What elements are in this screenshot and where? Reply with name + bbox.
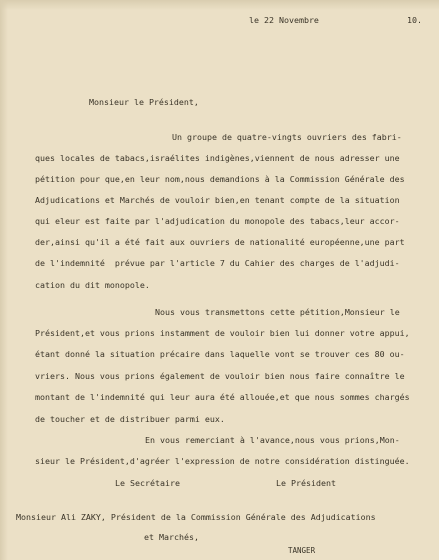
text-line: étant donné la situation précaire dans laquelle vont se trouver ces 80 ou- (35, 349, 405, 359)
text-line: der,ainsi qu'il a été fait aux ouvriers de nationalité européenne,une part (35, 237, 405, 247)
paper-edge-left (0, 0, 8, 560)
text-line: vriers. Nous vous prions également de vouloir bien nous faire connaître le (35, 371, 405, 381)
addressee-city: TANGER (288, 546, 316, 555)
text-line: pétition pour que,en leur nom,nous demandions à la Commission Générale des (35, 174, 405, 184)
text-line: En vous remerciant à l'avance,nous vous prions,Mon- (145, 435, 400, 445)
letter-date: le 22 Novembre (249, 15, 319, 25)
text-line: Nous vous transmettons cette pétition,Monsieur le (155, 307, 400, 317)
text-line: Un groupe de quatre-vingts ouvriers des fabri- (172, 132, 402, 142)
text-line: Président,et vous prions instamment de vouloir bien lui donner votre appui, (35, 328, 410, 338)
salutation: Monsieur le Président, (89, 97, 199, 107)
text-line: de l'indemnité prévue par l'article 7 du Cahier des charges de l'adjudi- (35, 258, 400, 268)
signature-president: Le Président (276, 478, 336, 488)
addressee-line: et Marchés, (144, 532, 199, 542)
text-line: cation du dit monopole. (35, 280, 150, 290)
text-line: qui eleur est faite par l'adjudication du monopole des tabacs,leur accor- (35, 216, 400, 226)
paper-edge-top (0, 0, 439, 10)
text-line: ques locales de tabacs,israélites indigènes,viennent de nous adresser une (35, 153, 400, 163)
text-line: de toucher et de distribuer parmi eux. (35, 414, 225, 424)
letter-number: 10. (407, 15, 422, 25)
addressee-line: Monsieur Ali ZAKY, Président de la Commission Générale des Adjudications (16, 512, 376, 522)
text-line: sieur le Président,d'agréer l'expression de notre considération distinguée. (35, 456, 410, 466)
text-line: montant de l'indemnité qui leur aura été allouée,et que nous sommes chargés (35, 392, 410, 402)
text-line: Adjudications et Marchés de vouloir bien,en tenant compte de la situation (35, 195, 400, 205)
signature-secretary: Le Secrétaire (115, 478, 180, 488)
